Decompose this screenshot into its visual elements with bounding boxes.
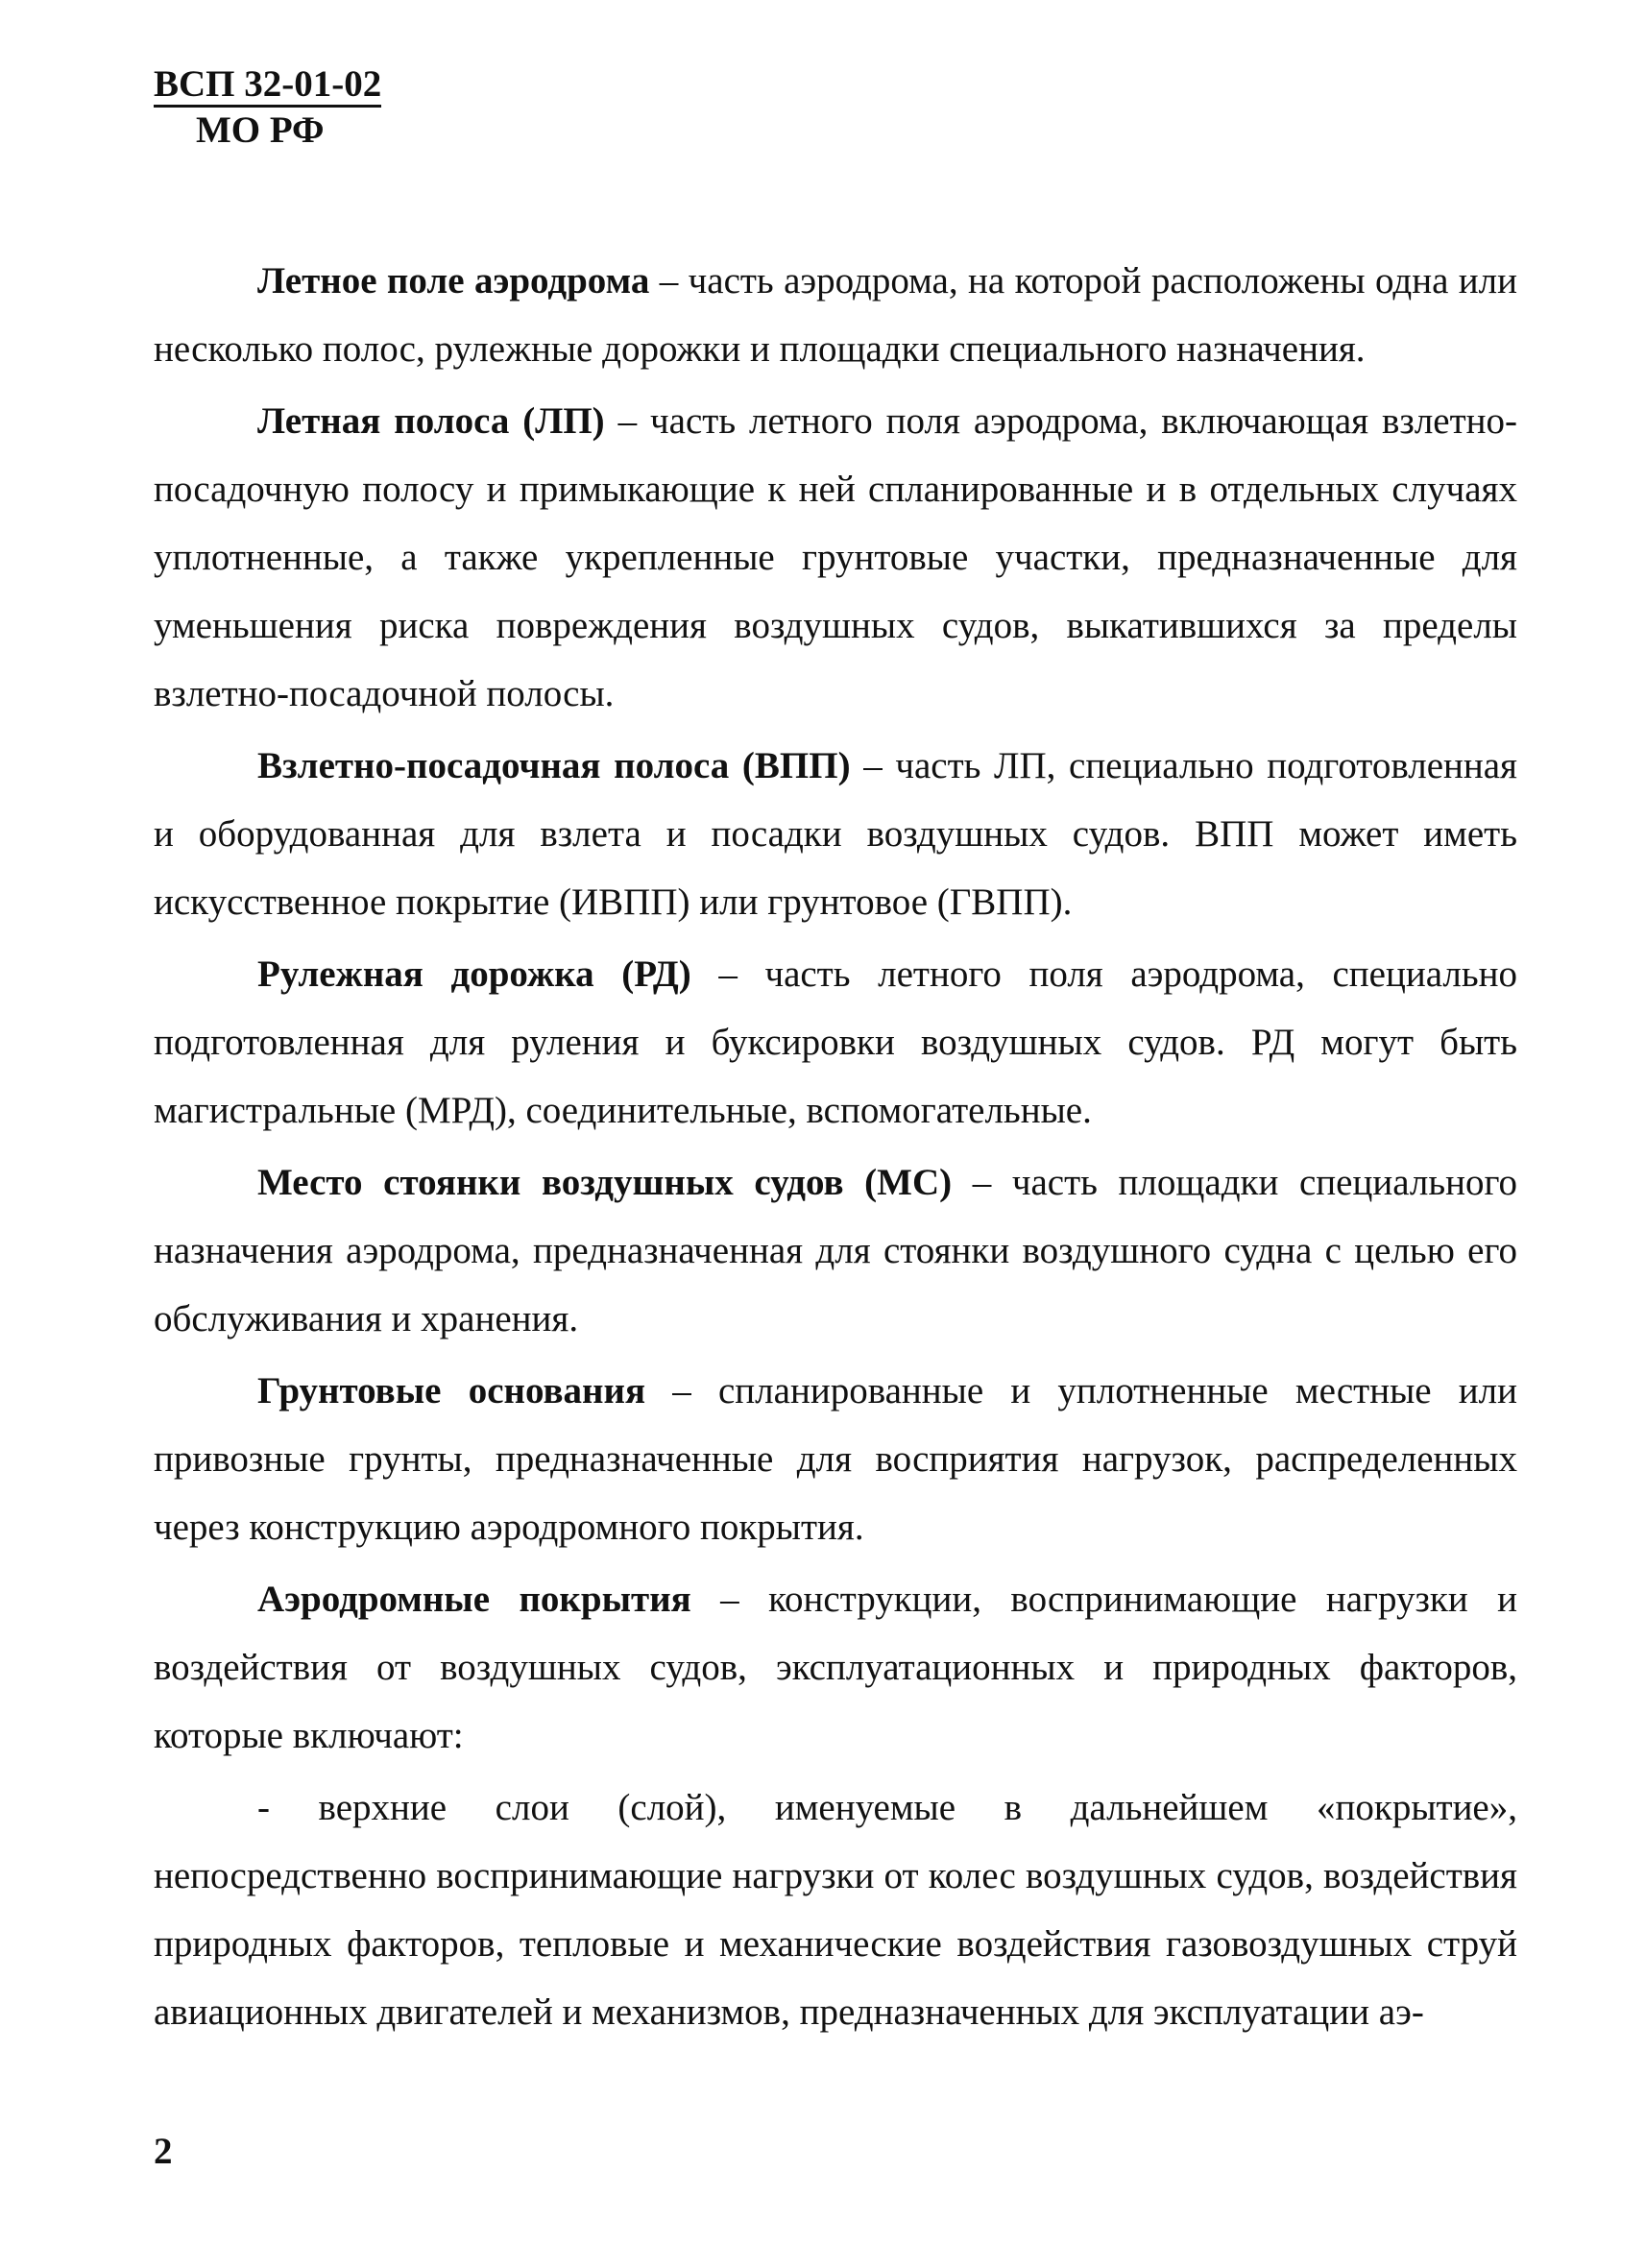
document-code: ВСП 32-01-02 [154, 64, 381, 108]
definition-text: – часть аэродрома, на которой расположены одна или несколько полос, рулежные дорожки и площадки специального назначения. [154, 260, 1517, 370]
page-number: 2 [154, 2131, 173, 2172]
definition-term: Место стоянки воздушных судов (МС) [257, 1162, 953, 1203]
definition-text: – часть площадки специального назначения аэродрома, предназначенная для стоянки воздушного судна с целью его обслуживания и хранения. [154, 1162, 1517, 1339]
definition-term: Взлетно-посадочная полоса (ВПП) [257, 745, 851, 786]
definition-text: – часть летного поля аэродрома, включающая взлетно-посадочную полосу и примыкающие к ней спланированные и в отдельных случаях уплотненные, а также укрепленные грунтовые участки, предназначенные для уменьшения риска повреждения воздушных судов, выкатившихся за пределы взлетно-посадочной полосы. [154, 400, 1518, 714]
document-header [154, 61, 381, 153]
organization-label: МО РФ [196, 109, 325, 151]
definition-term: Летное поле аэродрома [257, 260, 650, 302]
definition-paragraph [154, 1565, 1517, 1770]
definition-text: – спланированные и уплотненные местные или привозные грунты, предназначенные для восприятия нагрузок, распределенных через конструкцию аэродромного покрытия. [154, 1370, 1517, 1548]
definition-term: Летная полоса (ЛП) [257, 400, 605, 442]
definition-paragraph [154, 387, 1517, 728]
definition-paragraph [154, 1148, 1517, 1353]
definition-term: Рулежная дорожка (РД) [257, 953, 691, 995]
definition-term: Грунтовые основания [257, 1370, 646, 1411]
definition-text: – часть ЛП, специально подготовленная и оборудованная для взлета и посадки воздушных судов. ВПП может иметь искусственное покрытие (ИВПП) или грунтовое (ГВПП). [154, 745, 1517, 923]
definition-text: – конструкции, воспринимающие нагрузки и воздействия от воздушных судов, эксплуатационных и природных факторов, которые включают: [154, 1579, 1517, 1756]
list-item: - верхние слои (слой), именуемые в дальнейшем «покрытие», непосредственно воспринимающие нагрузки от колес воздушных судов, воздействия природных факторов, тепловые и механические воздействия газовоздушных струй авиационных двигателей и механизмов, предназначенных для эксплуатации аэ- [154, 1787, 1517, 2033]
definition-paragraph [154, 247, 1517, 383]
definition-paragraph [154, 940, 1517, 1145]
document-body [154, 247, 1517, 2050]
definition-paragraph [154, 1357, 1517, 1561]
definition-paragraph [154, 732, 1517, 936]
definition-term: Аэродромные покрытия [257, 1579, 691, 1620]
definition-text: – часть летного поля аэродрома, специально подготовленная для руления и буксировки воздушных судов. РД могут быть магистральные (МРД), соединительные, вспомогательные. [154, 953, 1517, 1131]
